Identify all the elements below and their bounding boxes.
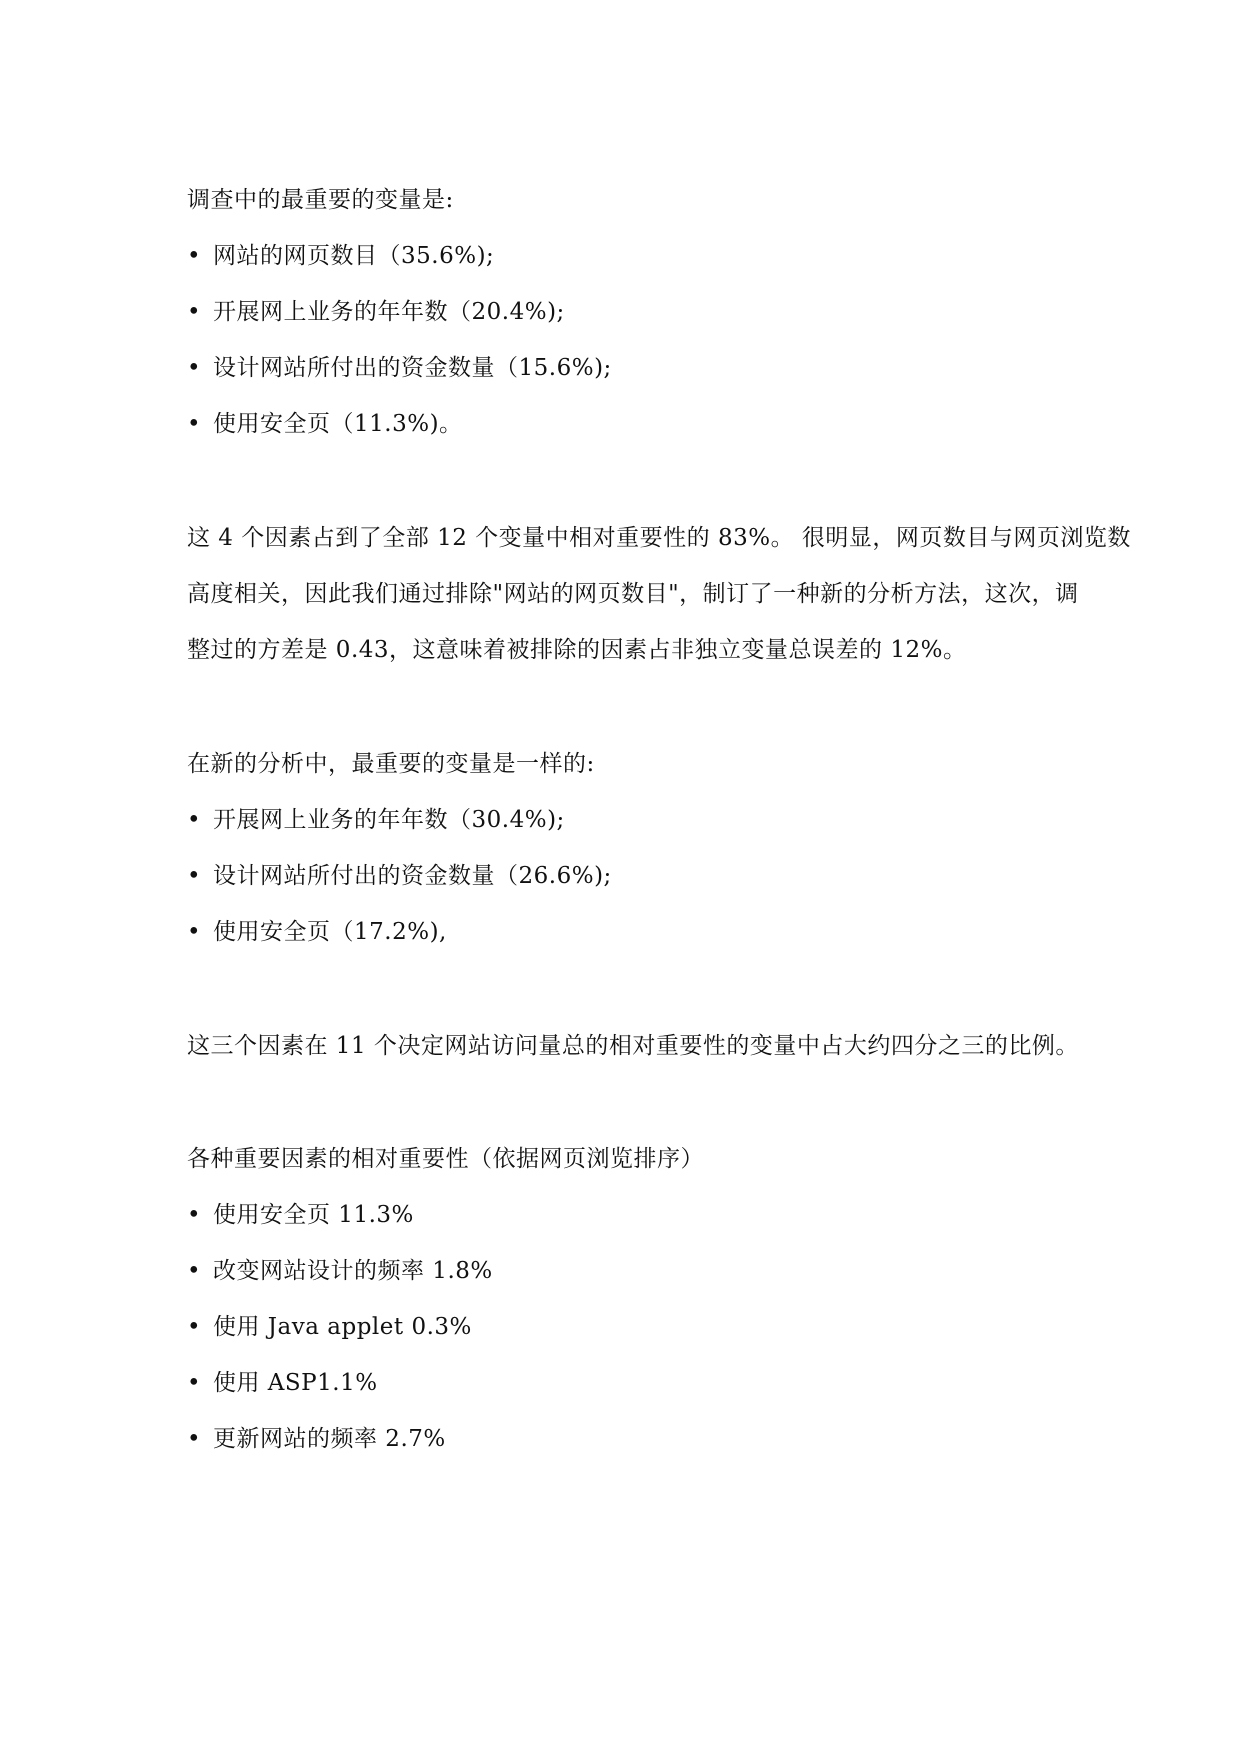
- list-item: • 更新网站的频率 2.7%: [187, 1423, 446, 1455]
- paragraph-line: 这 4 个因素占到了全部 12 个变量中相对重要性的 83%。 很明显，网页数目与网页浏览数: [187, 525, 1131, 551]
- list-item: • 使用 ASP1.1%: [187, 1367, 378, 1399]
- summary-text: 这三个因素在 11 个决定网站访问量总的相对重要性的变量中占大约四分之三的比例。: [187, 1033, 1079, 1059]
- bullet: •: [187, 1314, 202, 1340]
- bullet: •: [187, 807, 202, 833]
- list-item: • 改变网站设计的频率 1.8%: [187, 1255, 493, 1287]
- list-item: • 使用安全页（17.2%),: [187, 916, 447, 948]
- list-item: • 设计网站所付出的资金数量（15.6%);: [187, 352, 612, 384]
- section3-intro: 各种重要因素的相对重要性（依据网页浏览排序）: [187, 1146, 704, 1172]
- bullet: •: [187, 243, 202, 269]
- list-item: • 使用安全页 11.3%: [187, 1199, 414, 1231]
- bullet: •: [187, 1370, 202, 1396]
- bullet: •: [187, 863, 202, 889]
- bullet: •: [187, 355, 202, 381]
- bullet: •: [187, 411, 202, 437]
- bullet: •: [187, 1258, 202, 1284]
- list-item: • 网站的网页数目（35.6%);: [187, 240, 494, 272]
- paragraph-line: 整过的方差是 0.43，这意味着被排除的因素占非独立变量总误差的 12%。: [187, 637, 967, 663]
- list-item: • 开展网上业务的年年数（30.4%);: [187, 804, 565, 836]
- list-item: • 设计网站所付出的资金数量（26.6%);: [187, 860, 612, 892]
- section2-intro: 在新的分析中，最重要的变量是一样的:: [187, 751, 595, 777]
- paragraph-line: 高度相关，因此我们通过排除"网站的网页数目"，制订了一种新的分析方法，这次，调: [187, 581, 1079, 607]
- list-item: • 开展网上业务的年年数（20.4%);: [187, 296, 565, 328]
- list-item: • 使用安全页（11.3%)。: [187, 408, 463, 440]
- list-item: • 使用 Java applet 0.3%: [187, 1311, 472, 1343]
- section1-intro: 调查中的最重要的变量是:: [187, 187, 454, 213]
- bullet: •: [187, 1426, 202, 1452]
- document-page: [187, 0, 1157, 1755]
- bullet: •: [187, 919, 202, 945]
- bullet: •: [187, 1202, 202, 1228]
- bullet: •: [187, 299, 202, 325]
